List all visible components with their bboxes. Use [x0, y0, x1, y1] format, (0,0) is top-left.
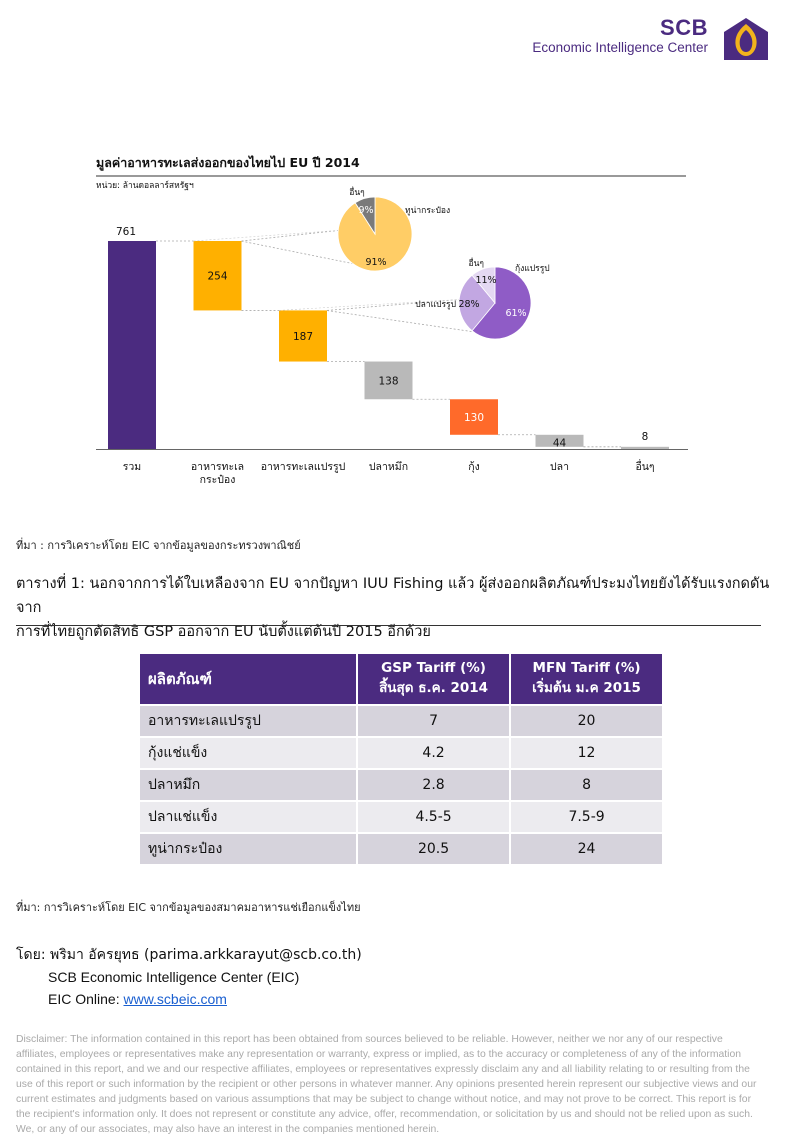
- category-line: อาหารทะเล: [190, 461, 245, 473]
- category-line: อื่นๆ: [635, 461, 655, 473]
- caption-line-2: การที่ไทยถูกตัดสิทธิ GSP ออกจาก EU นับตั้งแต่ต้นปี 2015 อีกด้วย: [16, 624, 431, 640]
- category-line: รวม: [122, 461, 142, 473]
- brand-name: SCB: [660, 15, 708, 40]
- author: โดย: พริมา อัครยุทธ (parima.arkkarayut@scb.co.th): [16, 947, 362, 963]
- tariff-table: [138, 652, 664, 866]
- header-mfn-line2: เริ่มต้น ม.ค 2015: [532, 680, 641, 696]
- category-label-2: [261, 461, 346, 473]
- category-label-0: [123, 461, 141, 473]
- row-gsp: 4.2: [358, 738, 509, 768]
- byline: [16, 944, 362, 1010]
- bar-label-4: 130: [463, 412, 485, 425]
- row-product: กุ้งแช่แข็ง: [140, 738, 356, 768]
- brand-subtitle: Economic Intelligence Center: [532, 40, 708, 55]
- header-gsp: [358, 654, 509, 704]
- row-gsp: 4.5-5: [358, 802, 509, 832]
- pie-link-left-0: [194, 230, 340, 241]
- eic-online-link[interactable]: www.scbeic.com: [123, 991, 227, 1007]
- pie-processed-label-0: กุ้งแปรรูป: [515, 264, 550, 274]
- pie-processed-percent-1: 28%: [458, 299, 480, 310]
- category-label-3: [369, 461, 408, 473]
- header-gsp-line1: GSP Tariff (%): [381, 660, 486, 676]
- row-gsp: 20.5: [358, 834, 509, 864]
- header-product: ผลิตภัณฑ์: [140, 654, 356, 704]
- table-row: [140, 802, 662, 832]
- caption-rule: [16, 625, 761, 626]
- row-product: ปลาแช่แข็ง: [140, 802, 356, 832]
- bar-6: [621, 447, 669, 449]
- row-gsp: 2.8: [358, 770, 509, 800]
- bar-label-1: 254: [207, 270, 228, 283]
- pie-link-bottom-1: [327, 311, 473, 332]
- category-line: กระป๋อง: [199, 474, 236, 486]
- row-product: ปลาหมึก: [140, 770, 356, 800]
- table-row: [140, 834, 662, 864]
- table-row: [140, 738, 662, 768]
- scb-eic-logo: [510, 16, 770, 64]
- row-mfn: 24: [511, 834, 662, 864]
- bar-label-3: 138: [378, 375, 399, 388]
- pie-canned-label-0: ทูน่ากระป๋อง: [405, 206, 451, 216]
- row-mfn: 8: [511, 770, 662, 800]
- row-mfn: 20: [511, 706, 662, 736]
- seafood-export-chart: [0, 140, 800, 500]
- row-product: ทูน่ากระป๋อง: [140, 834, 356, 864]
- caption-line-1: ตารางที่ 1: นอกจากการได้ใบเหลืองจาก EU จากปัญหา IUU Fishing แล้ว ผู้ส่งออกผลิตภัณฑ์ประมงไทยยังได้รับแรงกดดันจาก: [16, 576, 770, 616]
- chart-title: มูลค่าอาหารทะเลส่งออกของไทยไป EU ปี 2014: [96, 155, 360, 170]
- bars: [108, 241, 669, 449]
- disclaimer: Disclaimer: The information contained in this report has been obtained from sources believed to be reliable. However, neither we nor any of our respective affiliates, employees or representatives make any representation or warranty, express or implied, as to the accuracy or completeness of any of the information contained in this report, and we and our respective affiliates, employees or representatives expressly disclaim any and all liability relating to or resulting from the use of this report or such information by the recipient or other persons in whatever manner. Any opinions presented herein represent our subjective views and our current estimates and judgments based on various assumptions that may be subject to change without notice, and may not prove to be correct. This report is for the recipient's information only. It does not represent or constitute any advice, offer, recommendation, or solicitation by us and should not be relied upon as such. We, or any of our associates, may also have an interest in the companies mentioned herein.: [16, 1034, 757, 1135]
- pie-link-bottom-0: [242, 241, 353, 264]
- pie-link-top-0: [242, 230, 340, 241]
- logo-text: [532, 16, 708, 56]
- row-mfn: 7.5-9: [511, 802, 662, 832]
- category-line: อาหารทะเลแปรรูป: [260, 461, 346, 473]
- category-label-5: [550, 461, 569, 473]
- category-label-4: [468, 461, 479, 473]
- organization: SCB Economic Intelligence Center (EIC): [48, 969, 300, 985]
- category-label-6: [635, 459, 654, 473]
- bar-label-5: 44: [552, 437, 567, 450]
- eic-online: [16, 988, 362, 1010]
- pie-processed-label-2: อื่นๆ: [468, 259, 484, 269]
- bar-label-6: 8: [641, 430, 649, 443]
- category-label-1: [191, 461, 244, 486]
- category-line: ปลา: [550, 461, 569, 473]
- chart-unit: หน่วย: ล้านดอลลาร์สหรัฐฯ: [96, 181, 194, 191]
- pie-canned-percent-0: 91%: [365, 257, 387, 268]
- pie-processed-percent-2: 11%: [475, 275, 497, 286]
- table-header-row: [140, 654, 662, 704]
- scb-emblem-icon: [722, 16, 770, 62]
- header-mfn-line1: MFN Tariff (%): [532, 660, 641, 676]
- table-caption: [16, 572, 776, 644]
- table-row: [140, 706, 662, 736]
- pie-charts: [338, 186, 550, 339]
- bar-label-2: 187: [292, 330, 314, 343]
- chart-source: ที่มา : การวิเคราะห์โดย EIC จากข้อมูลของกระทรวงพาณิชย์: [16, 539, 301, 552]
- header-gsp-line2: สิ้นสุด ธ.ค. 2014: [379, 680, 489, 696]
- row-mfn: 12: [511, 738, 662, 768]
- row-product: อาหารทะเลแปรรูป: [140, 706, 356, 736]
- pie-canned-label-1: อื่นๆ: [349, 188, 365, 198]
- table-row: [140, 770, 662, 800]
- category-line: กุ้ง: [468, 461, 480, 473]
- table-source: ที่มา: การวิเคราะห์โดย EIC จากข้อมูลของสมาคมอาหารแช่เยือกแข็งไทย: [16, 901, 361, 914]
- pie-processed-label-1: ปลาแปรรูป: [415, 300, 456, 310]
- category-labels: [123, 459, 655, 486]
- bar-0: [108, 241, 156, 449]
- row-gsp: 7: [358, 706, 509, 736]
- eic-online-label: EIC Online:: [48, 991, 124, 1007]
- pie-canned-percent-1: 9%: [358, 205, 374, 216]
- category-line: ปลาหมึก: [368, 461, 409, 473]
- pie-processed-percent-0: 61%: [505, 308, 527, 319]
- bar-label-0: 761: [115, 226, 137, 238]
- header-mfn: [511, 654, 662, 704]
